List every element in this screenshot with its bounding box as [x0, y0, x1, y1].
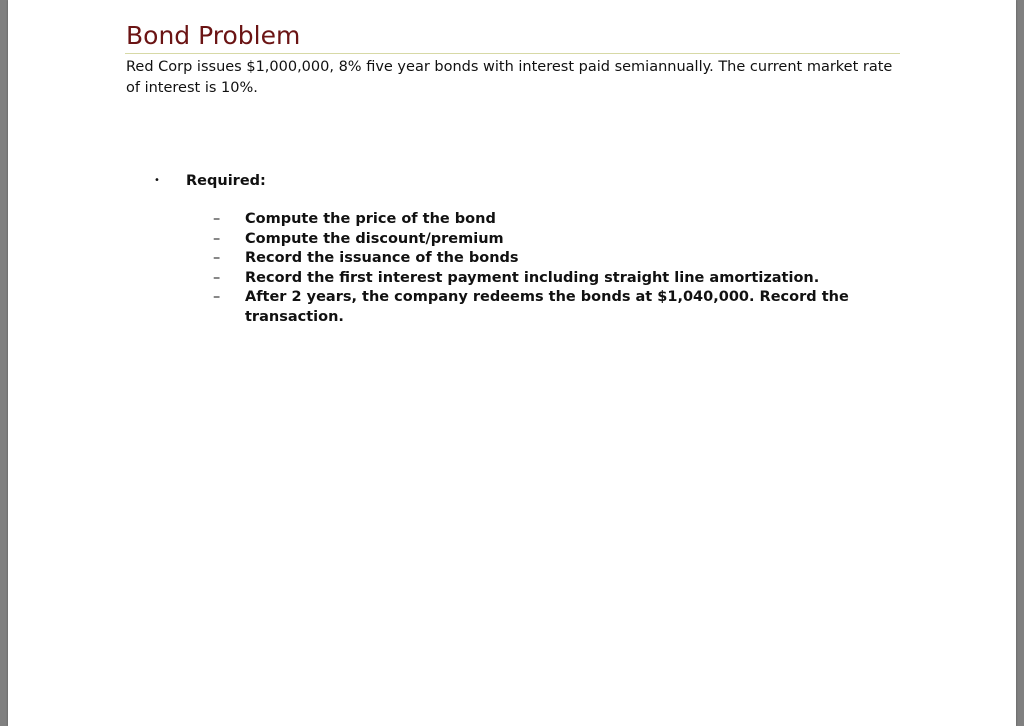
- bullet-icon: •: [154, 175, 160, 186]
- title-divider: [125, 53, 900, 54]
- dash-icon: –: [213, 250, 221, 266]
- task-list-item: [213, 269, 853, 289]
- task-list-item: [213, 230, 853, 250]
- dash-icon: –: [213, 230, 221, 247]
- problem-statement: Red Corp issues $1,000,000, 8% five year bonds with interest paid semiannually. The current market rate of interest is 10%.: [126, 59, 893, 96]
- dash-icon: –: [213, 211, 221, 227]
- task-text: Compute the price of the bond: [245, 211, 496, 227]
- task-list-item: [213, 249, 853, 269]
- slide-page: [8, 0, 1016, 726]
- dash-icon: –: [213, 289, 221, 305]
- task-text: Record the first interest payment including straight line amortization.: [245, 269, 820, 286]
- task-text: After 2 years, the company redeems the bonds at $1,040,000. Record the transaction.: [245, 289, 849, 325]
- required-label: Required:: [186, 173, 266, 189]
- task-list-item: [213, 210, 853, 230]
- task-list-item: [213, 288, 853, 327]
- task-text: Compute the discount/premium: [245, 230, 504, 247]
- required-task-list: [213, 210, 853, 327]
- dash-icon: –: [213, 269, 221, 286]
- task-text: Record the issuance of the bonds: [245, 250, 519, 266]
- slide-title: Bond Problem: [126, 21, 301, 50]
